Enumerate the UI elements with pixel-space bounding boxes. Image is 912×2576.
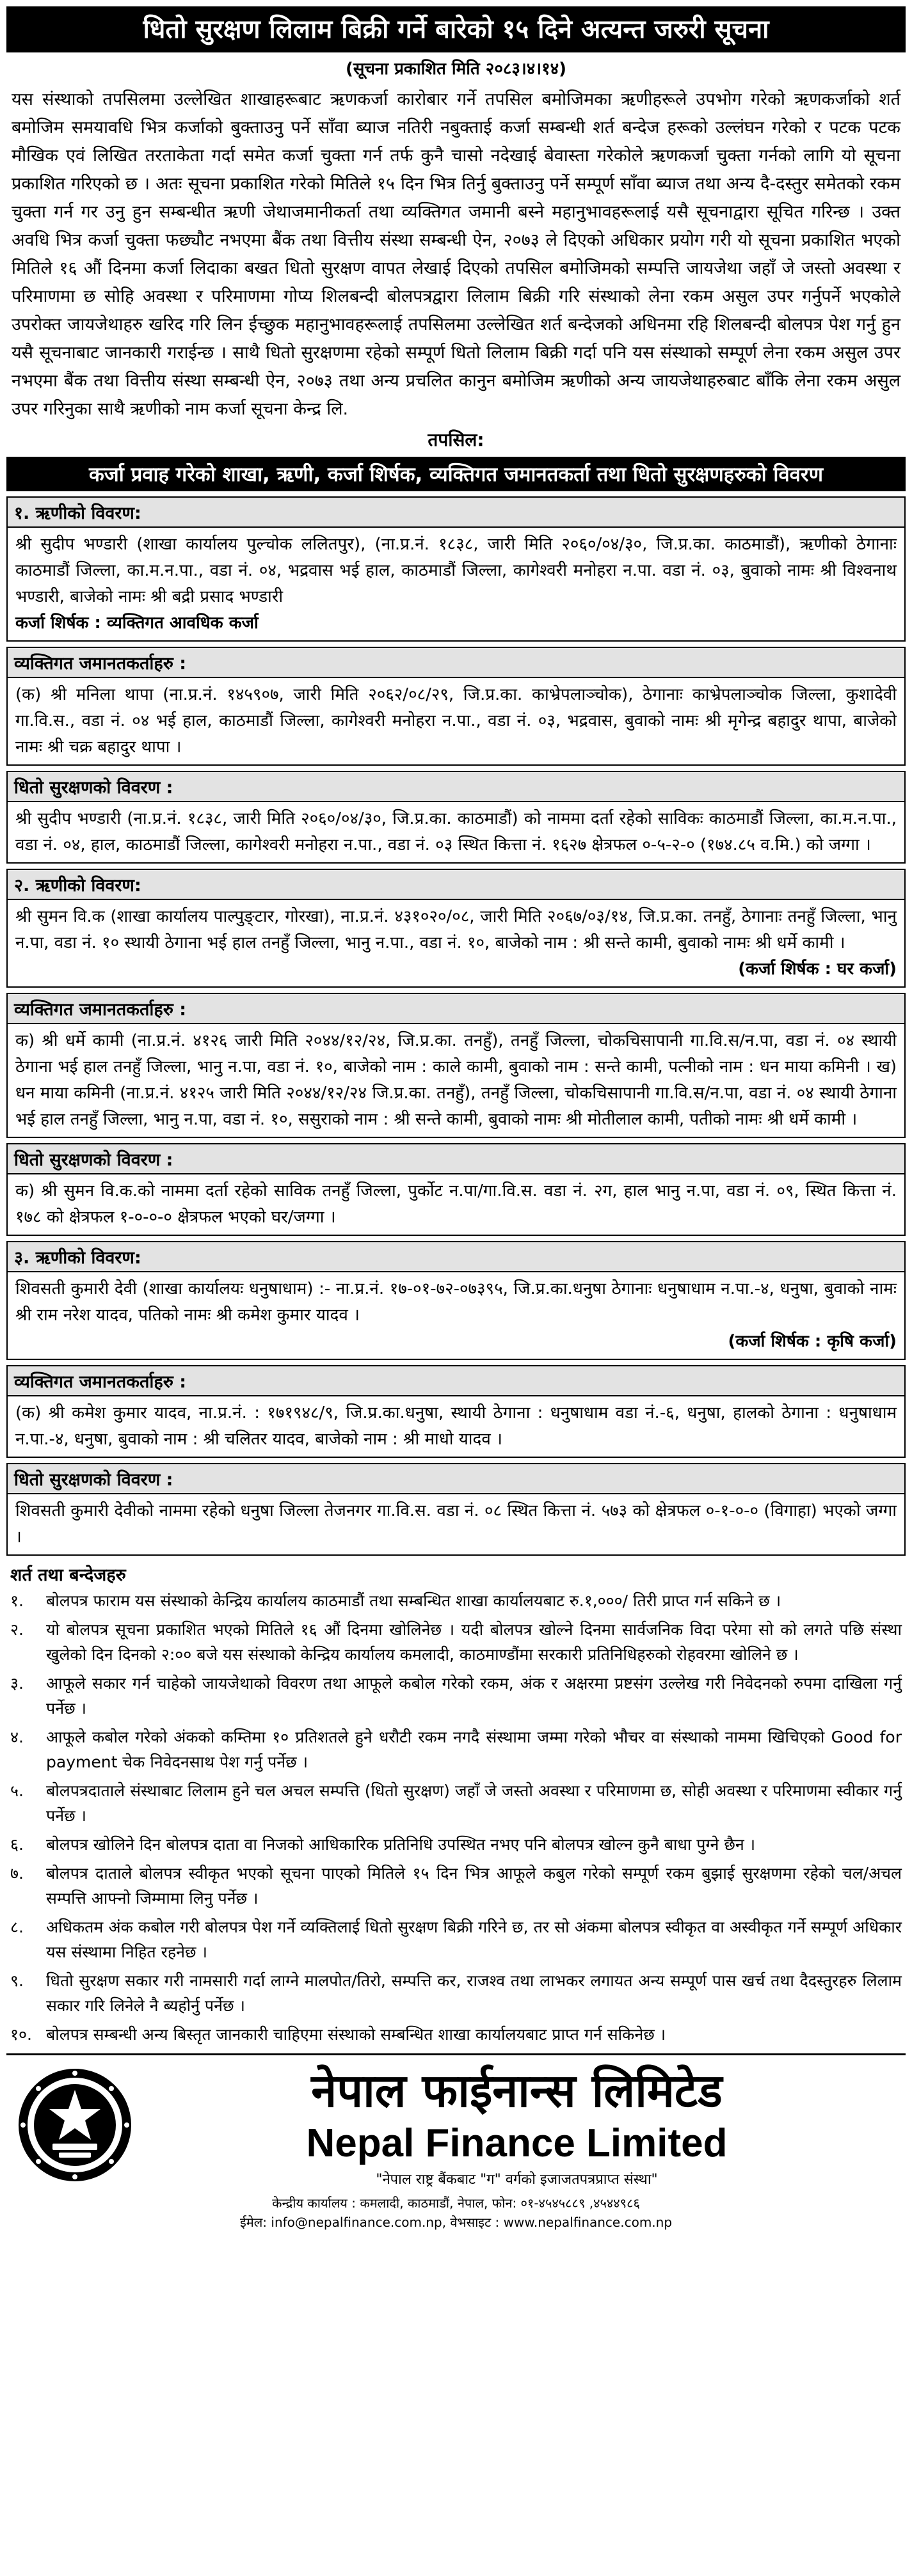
borrower-2-details [8, 900, 904, 986]
term-item [10, 1725, 902, 1774]
term-number: ३. [10, 1674, 24, 1693]
term-text: बोलपत्र दाताले बोलपत्र स्वीकृत भएको सूचना पाएको मितिले १५ दिन भित्र आफूले कबुल गरेको सम्पूर्ण रकम बुझाई सुरक्षणमा रहेको चल/अचल सम्पत्ति आफ्नो जिम्मामा लिनु पर्नेछ । [46, 1864, 902, 1908]
borrower-1-loan-title: कर्जा शिर्षक : व्यक्तिगत आवधिक कर्जा [15, 613, 259, 633]
term-number: १. [10, 1592, 24, 1610]
borrower-2-guarantor-text: क) श्री धर्मे कामी (ना.प्र.नं. ४१२६ जारी मिति २०४४/१२/२४, जि.प्र.का. तनहुँ), तनहुँ जिल्ला, चोकचिसापानी गा.वि.स/न.पा, वडा नं. ०४ स्थायी ठेगाना भई हाल तनहुँ जिल्ला, भानु न.पा, वडा नं. १०, बाजेको नाम : काले कामी, बुवाको नाम : सन्ते कामी, पत्नीको नाम : धन माया कमिनी । ख) धन माया कमिनी (ना.प्र.नं. ४१२५ जारी मिति २०४४/१२/२४ जि.प्र.का. तनहुँ), तनहुँ जिल्ला, चोकचिसापानी गा.वि.स/न.पा, वडा नं. ०४ स्थायी ठेगाना भई हाल तनहुँ जिल्ला, भानु न.पा, वडा नं. १०, ससुराको नाम : श्री सन्ते कामी, बुवाको नामः श्री मोतीलाल कामी, पतीको नामः श्री धर्मे कामी । [15, 1031, 897, 1129]
company-tagline: "नेपाल राष्ट्र बैंकबाट "ग" वर्गको इजाजतपत्रप्राप्त संस्था" [376, 2172, 658, 2188]
borrower-3-collateral-block [6, 1463, 906, 1556]
borrower-1-collateral-heading: धितो सुरक्षणको विवरण : [8, 772, 904, 802]
terms-list [6, 1588, 906, 2047]
borrower-3-collateral-heading: धितो सुरक्षणको विवरण : [8, 1464, 904, 1494]
term-number: ४. [10, 1728, 24, 1746]
notice-intro: यस संस्थाको तपसिलमा उल्लेखित शाखाहरूबाट ऋणकर्जा कारोबार गर्ने तपसिल बमोजिमका ऋणीहरूले उपभोग गरेको ऋणकर्जाको शर्त बमोजिम समयावधि भित्र कर्जाको बुक्ताउनु पर्ने साँवा ब्याज नतिरी नबुक्ताई कर्जा सम्बन्धी शर्त बन्देज हरूको उल्लंघन गरेको र पटक पटक मौखिक एवं लिखित तरताकेता गर्दा समेत कर्जा चुक्ता गर्न तर्फ कुनै चासो नदेखाई बेवास्ता गरेकोले ऋणकर्जा चुक्ता गर्नको लागि यो सूचना प्रकाशित गरिएको छ । अतः सूचना प्रकाशित गरेको मितिले १५ दिन भित्र तिर्नु बुक्ताउनु पर्ने सम्पूर्ण साँवा ब्याज तथा अन्य दै-दस्तुर समेतको रकम चुक्ता गर्न गर उनु हुन सम्बन्धीत ऋणी जेथाजमानीकर्ता तथा व्यक्तिगत जमानी बस्ने महानुभावहरूलाई यसै सूचनाद्वारा सूचित गरिन्छ । उक्त अवधि भित्र कर्जा चुक्ता फछ्यौट नभएमा बैंक तथा वित्तीय संस्था सम्बन्धी ऐन, २०७३ ले दिएको अधिकार प्रयोग गरी यो सूचना प्रकाशित भएको मितिले १६ औं दिनमा कर्जा लिदाका बखत धितो सुरक्षण वापत लेखाई दिएको तपसिल बमोजिमको सम्पत्ति जायजेथा जहाँ जे जस्तो अवस्था र परिमाणमा छ सोहि अवस्था र परिमाणमा गोप्य शिलबन्दी बोलपत्रद्वारा लिलाम बिक्री गरि संस्थाको लेना रकम असुल उपर गर्नुपर्ने भएकोले उपरोक्त जायजेथाहरु खरिद गरि लिन ईच्छुक महानुभावहरूलाई तपसिलमा उल्लेखित शर्त बन्देजको अधिनमा रहि शिलबन्दी बोलपत्र पेश गर्नु हुन यसै सूचनाबाट जानकारी गराईन्छ । साथै धितो सुरक्षणमा रहेको सम्पूर्ण धितो लिलाम बिक्री गर्दा पनि यस संस्थाको सम्पूर्ण लेना रकम असुल उपर नभएमा बैंक तथा वित्तीय संस्था सम्बन्धी ऐन, २०७३ तथा अन्य प्रचलित कानुन बमोजिम ऋणीको अन्य जायजेथाहरुबाट बाँकि लेना रकम असुल उपर गरिनुका साथै ऋणीको नाम कर्जा सूचना केन्द्र लि. [12, 90, 900, 419]
borrower-3-text: शिवसती कुमारी देवी (शाखा कार्यालयः धनुषाधाम) :- ना.प्र.नं. १७-०१-७२-०७३९५, जि.प्र.का.धनुषा ठेगानाः धनुषाधाम न.पा.-४, धनुषा, बुवाको नामः श्री राम नरेश यादव, पतिको नामः श्री कमेश कुमार यादव । [15, 1279, 897, 1325]
borrower-1-collateral-text: श्री सुदीप भण्डारी (ना.प्र.नं. १८३८, जारी मिति २०६०/०४/३०, जि.प्र.का. काठमाडौं) को नाममा दर्ता रहेको साविकः काठमाडौं जिल्ला, का.म.न.पा., वडा नं. ०४, हाल, काठमाडौं जिल्ला, कागेश्वरी मनोहरा न.पा., वडा नं. ०३ स्थित कित्ता नं. १६२७ क्षेत्रफल ०-५-२-० (१७४.८५ व.मि.) को जग्गा । [15, 809, 897, 855]
term-number: ५. [10, 1782, 24, 1800]
borrower-1-details [8, 528, 904, 640]
terms-heading: शर्त तथा बन्देजहरु [10, 1565, 126, 1585]
term-text: आफूले सकार गर्न चाहेको जायजेथाको विवरण तथा आफूले कबोल गरेको रकम, अंक र अक्षरमा प्रष्टसंग उल्लेख गरी निवेदनको रुपमा दाखिला गर्नु पर्नेछ । [46, 1674, 902, 1718]
company-email-website: ईमेल: info@nepalfinance.com.np, वेभसाइट : www.nepalfinance.com.np [239, 2215, 673, 2230]
borrower-2-guarantor-heading: व्यक्तिगत जमानतकर्ताहरु : [8, 994, 904, 1024]
nepal-finance-emblem-icon [14, 2064, 136, 2186]
borrower-2-heading: २. ऋणीको विवरण: [8, 870, 904, 900]
term-text: आफूले कबोल गरेको अंकको कम्तिमा १० प्रतिशतले हुने धरौटी रकम नगदै संस्थामा जम्मा गरेको भौचर वा संस्थाको नाममा खिचिएको Good for payment चेक निवेदनसाथ पेश गर्नु पर्नेछ । [46, 1728, 902, 1771]
term-number: २. [10, 1620, 24, 1639]
borrower-3-block [6, 1241, 906, 1360]
notice-page [6, 6, 906, 2563]
borrower-3-guarantor-block [6, 1365, 906, 1458]
term-text: बोलपत्र फाराम यस संस्थाको केन्द्रिय कार्यालय काठमाडौं तथा सम्बन्धित शाखा कार्यालयबाट रु.१,०००/ तिरी प्राप्त गर्न सकिने छ । [46, 1592, 781, 1610]
section-banner: कर्जा प्रवाह गरेको शाखा, ऋणी, कर्जा शिर्षक, व्यक्तिगत जमानतकर्ता तथा धितो सुरक्षणहरुको विवरण [6, 457, 906, 491]
term-number: ६. [10, 1835, 24, 1854]
term-item [10, 1915, 902, 1964]
term-item [10, 1588, 902, 1613]
publication-date: (सूचना प्रकाशित मिति २०८३।४।१४) [345, 59, 567, 79]
borrower-2-collateral-block [6, 1143, 906, 1236]
term-item [10, 1861, 902, 1911]
company-name-english: Nepal Finance Limited [306, 2121, 728, 2165]
term-number: ८. [10, 1918, 24, 1936]
company-footer [6, 2053, 906, 2188]
borrower-3-guarantor-heading: व्यक्तिगत जमानतकर्ताहरु : [8, 1366, 904, 1396]
borrower-3-loan-title: (कर्जा शिर्षक : कृषि कर्जा) [728, 1332, 897, 1351]
term-text: बोलपत्र खोलिने दिन बोलपत्र दाता वा निजको आधिकारिक प्रतिनिधि उपस्थित नभए पनि बोलपत्र खोल्न कुनै बाधा पुग्ने छैन । [46, 1835, 756, 1854]
borrower-3-collateral-text: शिवसती कुमारी देवीको नाममा रहेको धनुषा जिल्ला तेजनगर गा.वि.स. वडा नं. ०८ स्थित कित्ता नं. ५७३ को क्षेत्रफल ०-१-०-० (विगाहा) भएको जग्गा । [15, 1501, 897, 1547]
borrower-1-text: श्री सुदीप भण्डारी (शाखा कार्यालय पुल्चोक ललितपुर), (ना.प्र.नं. १८३८, जारी मिति २०६०/०४/३०, जि.प्र.का. काठमाडौं), ऋणीको ठेगानाः काठमाडौं जिल्ला, का.म.न.पा., वडा नं. ०४, भद्रवास भई हाल, काठमाडौं जिल्ला, कागेश्वरी मनोहरा न.पा. वडा नं. ०३, बुवाको नामः श्री विश्वनाथ भण्डारी, बाजेको नामः श्री बद्री प्रसाद भण्डारी [15, 535, 897, 606]
borrower-2-loan-title: (कर्जा शिर्षक : घर कर्जा) [738, 960, 897, 979]
borrower-3-details [8, 1272, 904, 1359]
tafsil-heading: तपसिल: [428, 429, 484, 450]
borrower-2-collateral-text: क) श्री सुमन वि.क.को नाममा दर्ता रहेको साविक तनहुँ जिल्ला, पुर्कोट न.पा/गा.वि.स. वडा नं. २ग, हाल भानु न.पा, वडा नं. ०९, स्थित कित्ता नं. १७८ को क्षेत्रफल १-०-०-० क्षेत्रफल भएको घर/जग्गा । [15, 1181, 897, 1227]
term-text: धितो सुरक्षण सकार गरी नामसारी गर्दा लाग्ने मालपोत/तिरो, सम्पत्ति कर, राजश्व तथा लाभकर लगायत अन्य सम्पूर्ण पास खर्च तथा दैदस्तुरहरु लिलाम सकार गरि लिनेले नै ब्यहोर्नु पर्नेछ । [46, 1972, 902, 2015]
term-text: बोलपत्रदाताले संस्थाबाट लिलाम हुने चल अचल सम्पत्ति (धितो सुरक्षण) जहाँ जे जस्तो अवस्था र परिमाणमा छ, सोही अवस्था र परिमाणमा स्वीकार गर्नु पर्नेछ । [46, 1782, 902, 1825]
borrower-1-block [6, 496, 906, 642]
term-number: ९. [10, 1972, 24, 1990]
term-item [10, 1968, 902, 2018]
term-number: ७. [10, 1864, 24, 1883]
borrower-1-guarantor-heading: व्यक्तिगत जमानतकर्ताहरु : [8, 648, 904, 678]
term-number: १०. [10, 2025, 32, 2044]
notice-title: धितो सुरक्षण लिलाम बिक्री गर्ने बारेको १५ दिने अत्यन्त जरुरी सूचना [6, 6, 906, 52]
borrower-2-guarantor-block [6, 993, 906, 1138]
term-text: बोलपत्र सम्बन्धी अन्य बिस्तृत जानकारी चाहिएमा संस्थाको सम्बन्धित शाखा कार्यालयबाट प्राप्त गर्न सकिनेछ । [46, 2025, 666, 2044]
company-brand [136, 2062, 898, 2188]
term-item [10, 1832, 902, 1857]
borrower-3-guarantor-text: (क) श्री कमेश कुमार यादव, ना.प्र.नं. : १७१९४८/९, जि.प्र.का.धनुषा, स्थायी ठेगाना : धनुषाधाम वडा नं.-६, धनुषा, हालको ठेगाना : धनुषाधाम न.पा.-४, धनुषा, बुवाको नाम : श्री चलितर यादव, बाजेको नाम : श्री माधो यादव । [15, 1403, 897, 1449]
term-item [10, 1671, 902, 1721]
borrower-2-text: श्री सुमन वि.क (शाखा कार्यालय पाल्पुङ्टार, गोरखा), ना.प्र.नं. ४३१०२०/०८, जारी मिति २०६७/०३/१४, जि.प्र.का. तनहुँ, ठेगानाः तनहुँ जिल्ला, भानु न.पा, वडा नं. १० स्थायी ठेगाना भई हाल तनहुँ जिल्ला, भानु न.पा., वडा नं. १०, बाजेको नाम : श्री सन्ते कामी, बुवाको नामः श्री धर्मे कामी । [15, 907, 897, 952]
term-item [10, 1617, 902, 1667]
borrower-3-heading: ३. ऋणीको विवरण: [8, 1242, 904, 1272]
borrower-1-collateral-block [6, 771, 906, 864]
term-text: यो बोलपत्र सूचना प्रकाशित भएको मितिले १६ औं दिनमा खोलिनेछ । यदी बोलपत्र खोल्ने दिनमा सार्वजनिक विदा परेमा सो को लगते पछि संस्था खुलेको दिन दिनको २:०० बजे यस संस्थाको केन्द्रिय कार्यालय कमलादी, काठमाण्डौंमा सरकारी प्रतिनिधिहरुको रोहवरमा खोलिने छ । [46, 1620, 902, 1664]
borrower-1-guarantor-block [6, 647, 906, 766]
borrower-1-heading: १. ऋणीको विवरण: [8, 498, 904, 528]
company-contact [6, 2193, 906, 2232]
company-name-nepali: नेपाल फाईनान्स लिमिटेड [311, 2064, 723, 2117]
company-address: केन्द्रीय कार्यालय : कमलादी, काठमाडौं, नेपाल, फोन: ०१-४५४५८८९ ,४५४४९८६ [272, 2195, 640, 2211]
borrower-2-collateral-heading: धितो सुरक्षणको विवरण : [8, 1144, 904, 1174]
borrower-1-guarantor-text: (क) श्री मनिला थापा (ना.प्र.नं. १४५९०७, जारी मिति २०६२/०८/२९, जि.प्र.का. काभ्रेपलाञ्चोक), ठेगानाः काभ्रेपलाञ्चोक जिल्ला, कुशादेवी गा.वि.स., वडा नं. ०४ भई हाल, काठमाडौं जिल्ला, कागेश्वरी मनोहरा न.पा., वडा नं. ०३, भद्रवास, बुवाको नामः श्री मृगेन्द्र बहादुर थापा, बाजेको नामः श्री चक्र बहादुर थापा । [15, 685, 897, 757]
term-item [10, 2022, 902, 2047]
borrower-2-block [6, 869, 906, 988]
term-item [10, 1778, 902, 1828]
term-text: अधिकतम अंक कबोल गरी बोलपत्र पेश गर्ने व्यक्तिलाई धितो सुरक्षण बिक्री गरिने छ, तर सो अंकमा बोलपत्र स्वीकृत वा अस्वीकृत गर्ने सम्पूर्ण अधिकार यस संस्थामा निहित रहनेछ । [46, 1918, 902, 1961]
